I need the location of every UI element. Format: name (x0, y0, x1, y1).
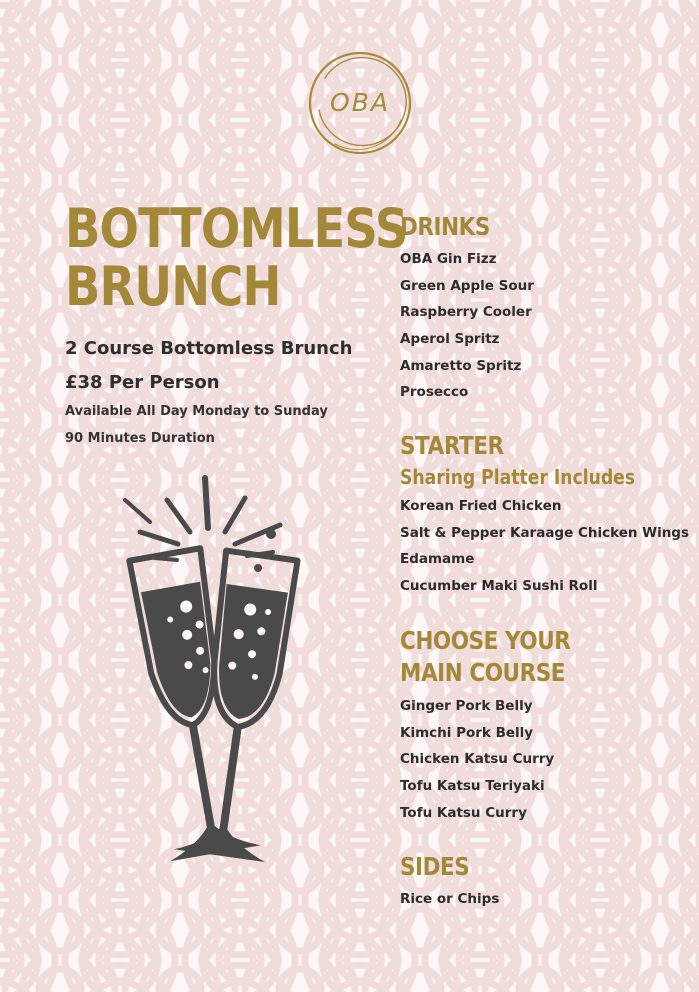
champagne-toast-icon (95, 470, 335, 885)
list-item: Amaretto Spritz (400, 357, 522, 374)
price: £38 Per Person (65, 372, 220, 393)
list-item: Prosecco (400, 384, 469, 401)
duration-note: 90 Minutes Duration (65, 431, 215, 446)
drinks-heading: DRINKS (400, 212, 490, 241)
list-item: Edamame (400, 551, 475, 568)
main-course-heading (400, 625, 570, 689)
main-heading-line-2: MAIN COURSE (400, 658, 566, 687)
list-item: Cucumber Maki Sushi Roll (400, 578, 598, 595)
sides-list (400, 886, 499, 913)
list-item: Korean Fried Chicken (400, 498, 562, 514)
oba-logo (305, 48, 415, 158)
list-item: Ginger Pork Belly (400, 698, 533, 714)
list-item: Aperol Spritz (400, 331, 500, 348)
main-heading-line-1: CHOOSE YOUR (400, 626, 571, 655)
drinks-list (400, 246, 534, 406)
list-item: Green Apple Sour (400, 277, 534, 294)
list-item: Tofu Katsu Teriyaki (400, 778, 545, 795)
starter-subheading: Sharing Platter Includes (400, 465, 636, 489)
list-item: Raspberry Cooler (400, 304, 532, 321)
list-item: Kimchi Pork Belly (400, 724, 534, 741)
page-title (65, 197, 408, 318)
availability-note: Available All Day Monday to Sunday (65, 404, 328, 419)
list-item: Chicken Katsu Curry (400, 751, 555, 768)
list-item: Tofu Katsu Curry (400, 804, 527, 821)
title-line-2: BRUNCH (65, 255, 281, 318)
sides-heading: SIDES (400, 852, 470, 881)
main-course-list (400, 693, 554, 826)
brunch-subtitle: 2 Course Bottomless Brunch (65, 338, 353, 359)
list-item: OBA Gin Fizz (400, 251, 497, 267)
starter-heading: STARTER (400, 431, 504, 460)
title-line-1: BOTTOMLESS (65, 197, 408, 260)
logo-text: OBA (330, 88, 390, 117)
list-item: Rice or Chips (400, 891, 500, 907)
starter-list (400, 493, 689, 600)
list-item: Salt & Pepper Karaage Chicken Wings (400, 524, 690, 541)
